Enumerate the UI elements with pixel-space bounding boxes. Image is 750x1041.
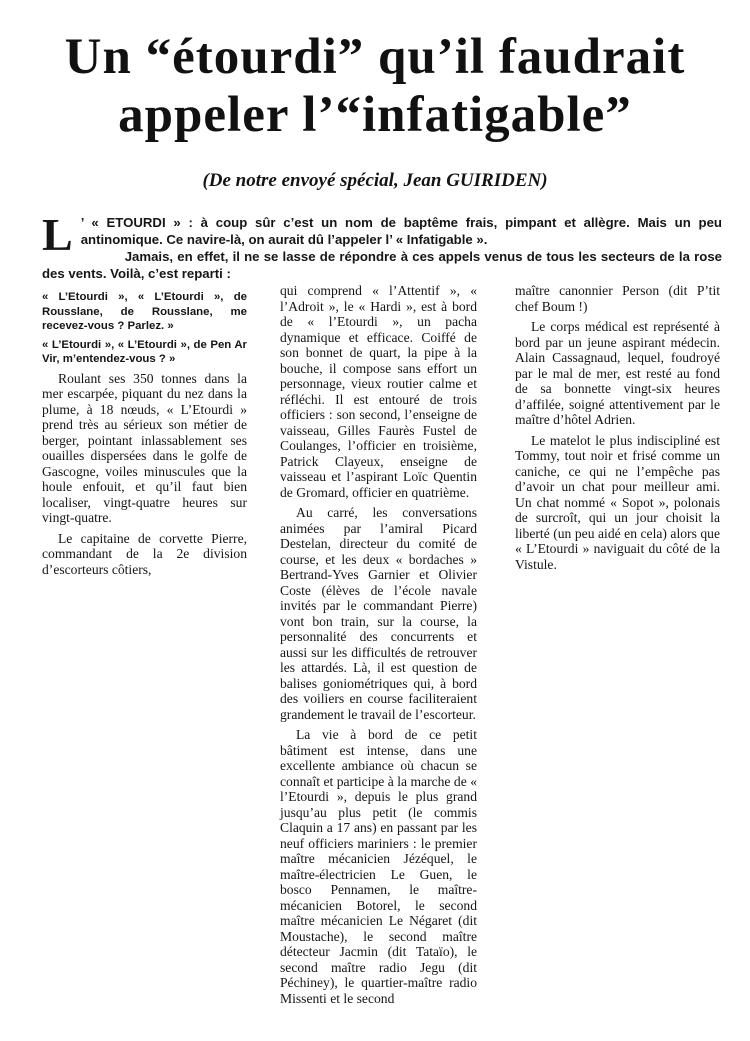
paragraph: Roulant ses 350 tonnes dans la mer escarpée, piquant du nez dans la plume, à 18 nœuds, « L’Etourdi » prend très au sérieux son métier de berger, pointant inlassablement ses ouailles dispersées dans le golfe de Gascogne, voiles minuscules que la houle enfouit, et qu’il faut bien localiser, vingt-quatre heures sur vingt-quatre. — [42, 370, 247, 525]
lead-paragraph — [42, 209, 722, 282]
paragraph: qui comprend « l’Attentif », « l’Adroit », le « Hardi », est à bord de « l’Etourdi », un pacha dynamique et efficace. Coiffé de son bonnet de quart, la pipe à la bouche, il compose sans effort un personnage, vieux routier calme et réfléchi. Il est entouré de trois officiers : son second, l’enseigne de vaisseau, Gilles Faurès Fustel de Coulanges, l’officier en troisième, Patrick Clayeux, enseigne de vaisseau et l’aspirant Loïc Quentin de Gromard, officier en quatrième. — [280, 283, 477, 500]
column-2 — [280, 283, 477, 1011]
paragraph: Le corps médical est représenté à bord par un jeune aspirant médecin. Alain Cassagnaud, lequel, foudroyé par le mal de mer, est resté au fond de sa bonnette vingt-six heures d’affilée, soigné attentivement par le maître d’hôtel Adrien. — [515, 319, 720, 427]
paragraph: La vie à bord de ce petit bâtiment est intense, dans une excellente ambiance où chacun se connaît et participe à la marche de « l’Etourdi », depuis le plus grand jusqu’au plus petit (le commis Claquin a 17 ans) en passant par les neuf officiers mariniers : le premier maître mécanicien Jézéquel, le maître-électricien Le Guen, le bosco Pennamen, le maître-mécanicien Botorel, le second maître mécanicien Le Négaret (dit Moustache), le second maître détecteur Jacmin (dit Tataïo), le second maître radio Jegu (dit Péchiney), le quartier-maître radio Missenti et le second — [280, 727, 477, 1006]
radio-call-2: « L’Etourdi », « L’Etourdi », de Pen Ar Vir, m’entendez-vous ? » — [42, 338, 247, 365]
column-1 — [42, 290, 247, 582]
drop-cap: L — [42, 209, 73, 260]
paragraph: maître canonnier Person (dit P’tit chef Boum !) — [515, 283, 720, 314]
radio-call-1: « L’Etourdi », « L’Etourdi », de Rousslane, de Rousslane, me recevez-vous ? Parlez. » — [42, 291, 247, 332]
byline: (De notre envoyé spécial, Jean GUIRIDEN) — [202, 170, 548, 191]
headline — [0, 28, 750, 144]
lead-text-2: Jamais, en effet, il ne se lasse de répondre à ces appels venus de tous les secteurs de la rose des vents. Voilà, c’est reparti : — [42, 249, 722, 281]
column-3 — [515, 283, 720, 577]
headline-line-1: Un “étourdi” qu’il faudrait — [64, 29, 686, 85]
lead-text-1: ’ « ETOURDI » : à coup sûr c’est un nom de baptême frais, pimpant et allègre. Mais un peu antinomique. Ce navire-là, on aurait dû l’appeler l’ « Infatigable ». — [80, 215, 722, 247]
headline-line-2: appeler l’“infatigable” — [118, 87, 632, 143]
paragraph: Au carré, les conversations animées par l’amiral Picard Destelan, directeur du comité de course, et les deux « bordaches » Bertrand-Yves Garnier et Olivier Coste (élèves de l’école navale invités par le commandant Pierre) vont bon train, sur la course, la personnalité des concurrents et aussi sur les difficultés de retrouver les attardés. Là, il est question de balises goniométriques qui, à bord des voiliers en course faciliteraient grandement le travail de l’escorteur. — [280, 505, 477, 722]
paragraph: Le matelot le plus indiscipliné est Tommy, tout noir et frisé comme un caniche, ce qui ne l’empêche pas d’avoir un chat pour meilleur ami. Un chat nommé « Sopot », polonais de surcroît, qui un jour choisit la liberté (un peu aidé en cela) alors que « L’Etourdi » naviguait du côté de la Vistule. — [515, 432, 720, 572]
paragraph: Le capitaine de corvette Pierre, commandant de la 2e division d’escorteurs côtiers, — [42, 530, 247, 577]
